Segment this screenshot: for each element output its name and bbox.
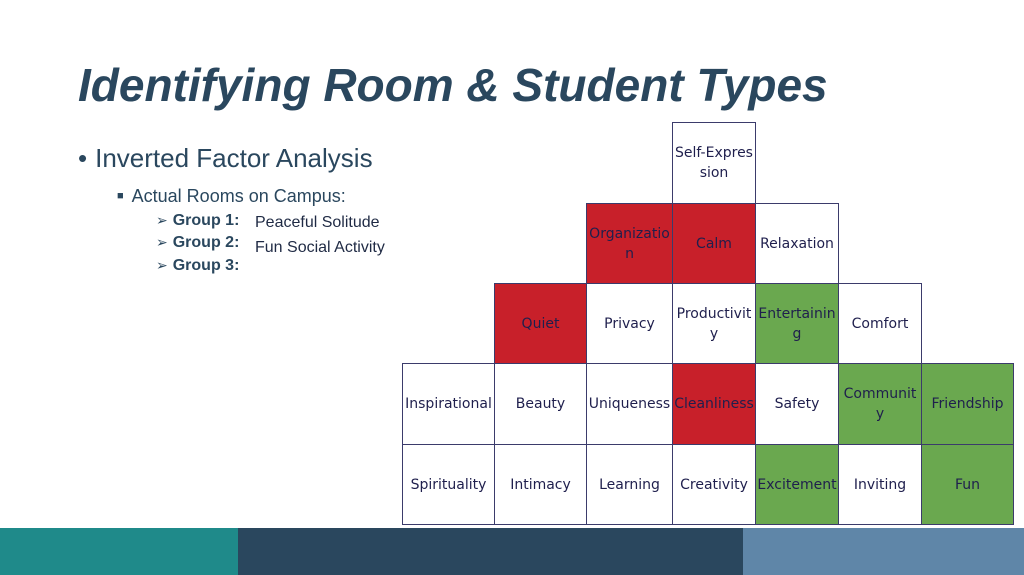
group-2-name: Fun Social Activity: [255, 239, 385, 256]
square-bullet-icon: ■: [117, 190, 124, 202]
group-1-label: [156, 212, 239, 230]
pyramid-cell-relaxation: Relaxation: [755, 203, 839, 284]
footer-band-steel: [743, 528, 1024, 575]
pyramid-cell-organization: Organization: [586, 203, 673, 284]
pyramid-cell-self-expression: Self-Expression: [672, 122, 756, 204]
sub-bullet-text: Actual Rooms on Campus:: [131, 186, 346, 206]
pyramid-cell-community: Community: [838, 363, 922, 445]
bullet-dot-icon: •: [78, 143, 88, 173]
group-1-name: Peaceful Solitude: [255, 214, 380, 231]
pyramid-cell-quiet: Quiet: [494, 283, 587, 364]
pyramid-cell-uniqueness: Uniqueness: [586, 363, 673, 445]
arrow-bullet-icon: ➢: [156, 234, 168, 250]
pyramid-cell-privacy: Privacy: [586, 283, 673, 364]
pyramid-cell-spirituality: Spirituality: [402, 444, 495, 525]
pyramid-cell-inspirational: Inspirational: [402, 363, 495, 445]
group-2-label: [156, 234, 239, 252]
pyramid-cell-cleanliness: Cleanliness: [672, 363, 756, 445]
group-label-text: Group 3:: [172, 257, 240, 274]
pyramid-cell-beauty: Beauty: [494, 363, 587, 445]
pyramid-cell-friendship: Friendship: [921, 363, 1014, 445]
group-label-text: Group 2:: [172, 234, 240, 251]
pyramid-cell-comfort: Comfort: [838, 283, 922, 364]
pyramid-cell-intimacy: Intimacy: [494, 444, 587, 525]
footer-band-navy: [238, 528, 743, 575]
sub-bullet-actual-rooms: [117, 186, 346, 207]
arrow-bullet-icon: ➢: [156, 212, 168, 228]
pyramid-cell-calm: Calm: [672, 203, 756, 284]
group-label-text: Group 1:: [172, 212, 240, 229]
pyramid-cell-inviting: Inviting: [838, 444, 922, 525]
slide-title: Identifying Room & Student Types: [78, 59, 828, 111]
footer-band-teal: [0, 528, 238, 575]
pyramid-cell-learning: Learning: [586, 444, 673, 525]
pyramid-cell-fun: Fun: [921, 444, 1014, 525]
pyramid-cell-creativity: Creativity: [672, 444, 756, 525]
pyramid-cell-excitement: Excitement: [755, 444, 839, 525]
pyramid-cell-safety: Safety: [755, 363, 839, 445]
bullet-inverted-factor-analysis: [78, 143, 373, 174]
pyramid-cell-productivity: Productivity: [672, 283, 756, 364]
pyramid-cell-entertaining: Entertaining: [755, 283, 839, 364]
arrow-bullet-icon: ➢: [156, 257, 168, 273]
group-3-label: [156, 257, 239, 275]
bullet-text: Inverted Factor Analysis: [95, 143, 373, 173]
